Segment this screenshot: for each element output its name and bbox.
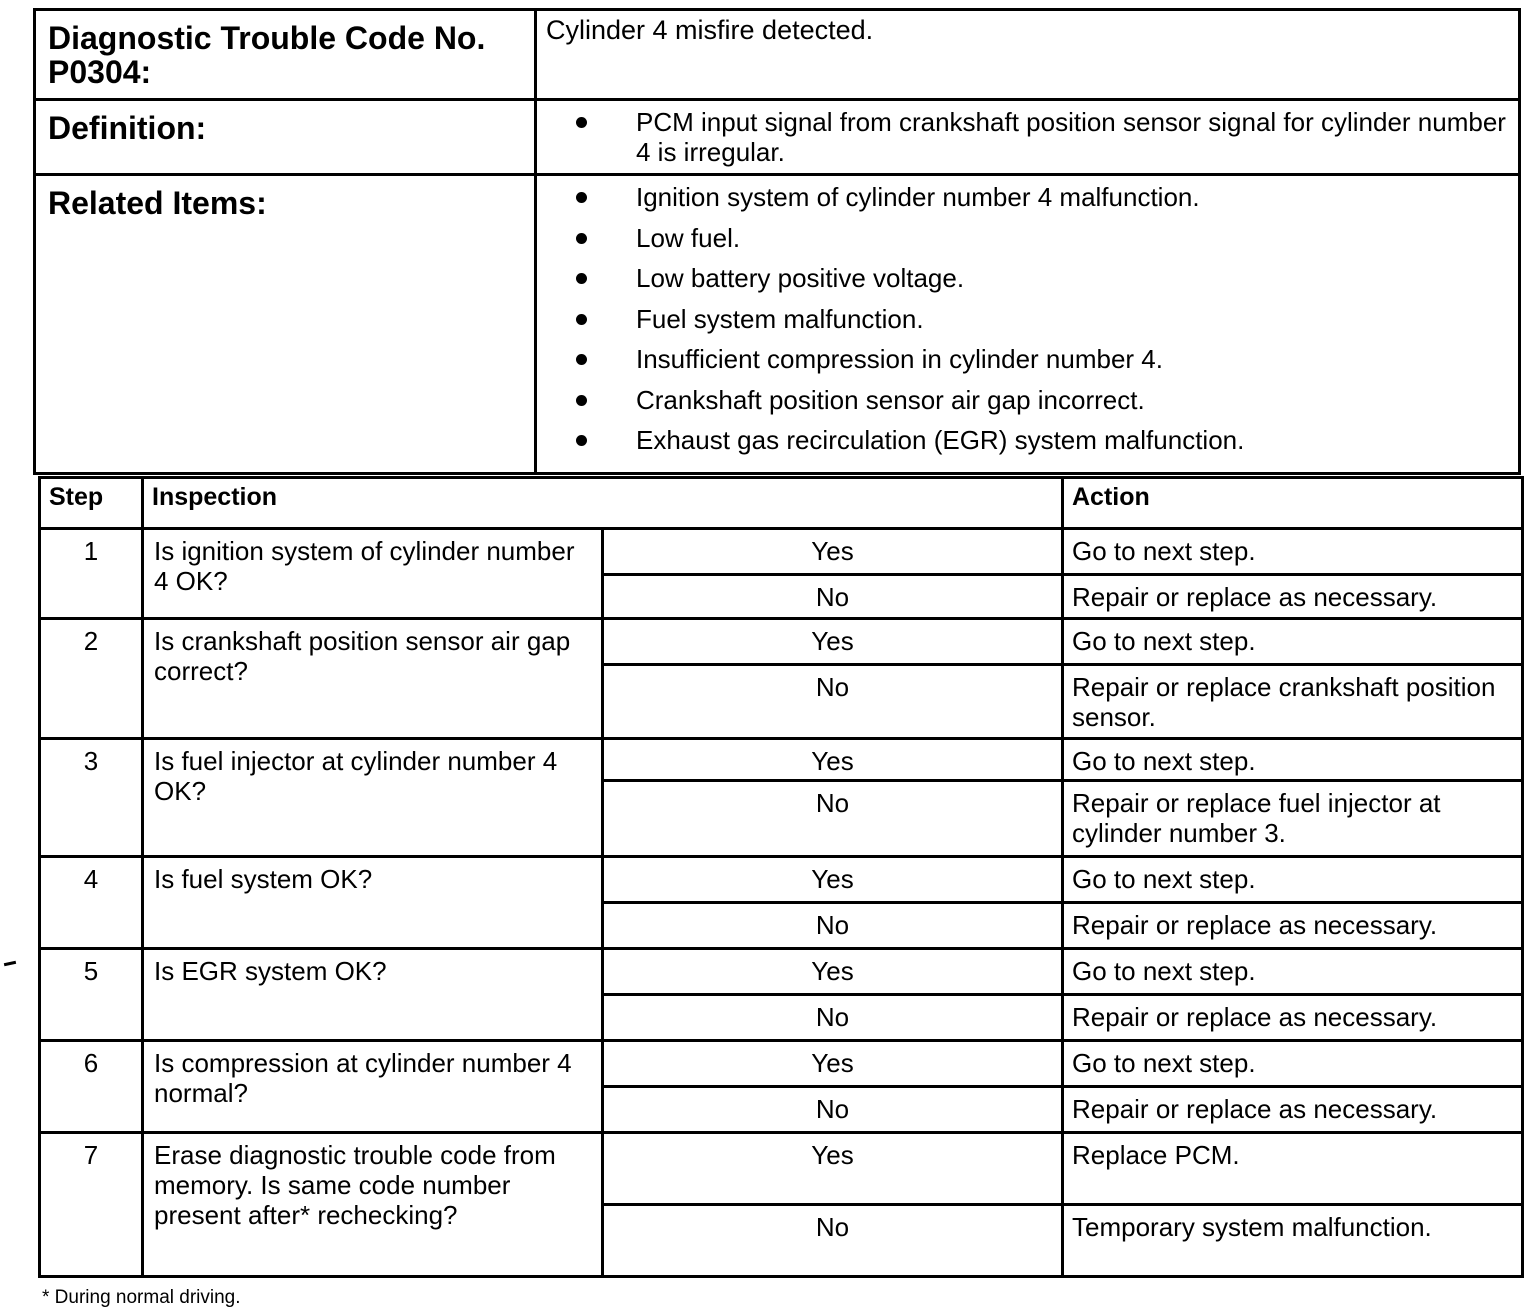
bullet-icon	[576, 395, 587, 406]
yes-label: Yes	[603, 857, 1063, 903]
related-row	[35, 175, 1520, 474]
dtc-label: Diagnostic Trouble Code No. P0304:	[35, 10, 536, 100]
related-item	[546, 304, 1508, 334]
steps-header-row	[40, 478, 1523, 529]
action-header: Action	[1063, 478, 1523, 529]
no-label: No	[603, 665, 1063, 739]
steps-body	[40, 529, 1523, 1277]
inspection-steps-table	[38, 476, 1524, 1278]
related-label: Related Items:	[35, 175, 536, 474]
table-row	[40, 619, 1523, 665]
related-item	[546, 425, 1508, 455]
no-action: Repair or replace as necessary.	[1063, 995, 1523, 1041]
yes-action: Go to next step.	[1063, 1041, 1523, 1087]
definition-cell	[536, 100, 1520, 175]
related-item-text: Ignition system of cylinder number 4 malfunction.	[636, 182, 1200, 212]
step-number: 1	[40, 529, 143, 619]
related-item-text: Low fuel.	[636, 222, 741, 253]
no-action: Repair or replace as necessary.	[1063, 1087, 1523, 1133]
step-number: 2	[40, 619, 143, 739]
bullet-icon	[576, 117, 587, 128]
yes-action: Go to next step.	[1063, 857, 1523, 903]
no-label: No	[603, 995, 1063, 1041]
yes-label: Yes	[603, 619, 1063, 665]
bullet-icon	[576, 314, 587, 325]
step-number: 3	[40, 739, 143, 857]
table-row	[40, 529, 1523, 575]
related-item-text: Insufficient compression in cylinder number 4.	[636, 344, 1163, 374]
yes-action: Go to next step.	[1063, 949, 1523, 995]
no-action: Repair or replace as necessary.	[1063, 903, 1523, 949]
related-items-list	[546, 180, 1508, 455]
inspection-header: Inspection	[143, 478, 1063, 529]
margin-mark	[4, 961, 16, 966]
related-item	[546, 182, 1508, 212]
related-item-text: Fuel system malfunction.	[636, 303, 924, 334]
no-label: No	[603, 781, 1063, 857]
related-item-text: Exhaust gas recirculation (EGR) system malfunction.	[636, 425, 1245, 455]
yes-label: Yes	[603, 1133, 1063, 1205]
yes-label: Yes	[603, 739, 1063, 781]
footnote: * During normal driving.	[42, 1287, 241, 1308]
definition-item-text: PCM input signal from crankshaft position sensor signal for cylinder number 4 is irregular.	[636, 107, 1506, 167]
no-label: No	[603, 1205, 1063, 1277]
step-header: Step	[40, 478, 143, 529]
table-row	[40, 1041, 1523, 1087]
inspection-text: Is ignition system of cylinder number 4 OK?	[143, 529, 603, 619]
related-item-text: Crankshaft position sensor air gap incorrect.	[636, 384, 1145, 415]
table-row	[40, 1133, 1523, 1205]
related-item	[546, 223, 1508, 253]
no-action: Repair or replace as necessary.	[1063, 575, 1523, 619]
bullet-icon	[576, 192, 587, 203]
bullet-icon	[576, 354, 587, 365]
yes-action: Go to next step.	[1063, 529, 1523, 575]
yes-action: Go to next step.	[1063, 619, 1523, 665]
yes-label: Yes	[603, 529, 1063, 575]
step-number: 5	[40, 949, 143, 1041]
yes-action: Go to next step.	[1063, 739, 1523, 781]
bullet-icon	[576, 273, 587, 284]
dtc-value: Cylinder 4 misfire detected.	[536, 10, 1520, 100]
bullet-icon	[576, 233, 587, 244]
table-row	[40, 739, 1523, 781]
inspection-text: Is EGR system OK?	[143, 949, 603, 1041]
inspection-text: Is crankshaft position sensor air gap correct?	[143, 619, 603, 739]
definition-list	[546, 105, 1508, 167]
yes-label: Yes	[603, 1041, 1063, 1087]
bullet-icon	[576, 435, 587, 446]
no-action: Repair or replace crankshaft position sensor.	[1063, 665, 1523, 739]
inspection-text: Is fuel injector at cylinder number 4 OK?	[143, 739, 603, 857]
related-item-text: Low battery positive voltage.	[636, 263, 965, 293]
no-label: No	[603, 575, 1063, 619]
definition-label: Definition:	[35, 100, 536, 175]
related-item	[546, 385, 1508, 415]
step-number: 7	[40, 1133, 143, 1277]
no-label: No	[603, 903, 1063, 949]
related-item	[546, 344, 1508, 374]
dtc-row	[35, 10, 1520, 100]
table-row	[40, 857, 1523, 903]
dtc-info-table	[33, 8, 1521, 475]
step-number: 4	[40, 857, 143, 949]
definition-row	[35, 100, 1520, 175]
yes-action: Replace PCM.	[1063, 1133, 1523, 1205]
related-item	[546, 263, 1508, 293]
no-label: No	[603, 1087, 1063, 1133]
yes-label: Yes	[603, 949, 1063, 995]
no-action: Temporary system malfunction.	[1063, 1205, 1523, 1277]
step-number: 6	[40, 1041, 143, 1133]
inspection-text: Is compression at cylinder number 4 normal?	[143, 1041, 603, 1133]
inspection-text: Erase diagnostic trouble code from memory. Is same code number present after* rechecking?	[143, 1133, 603, 1277]
inspection-text: Is fuel system OK?	[143, 857, 603, 949]
table-row	[40, 949, 1523, 995]
related-cell	[536, 175, 1520, 474]
no-action: Repair or replace fuel injector at cylinder number 3.	[1063, 781, 1523, 857]
definition-item	[546, 107, 1508, 167]
